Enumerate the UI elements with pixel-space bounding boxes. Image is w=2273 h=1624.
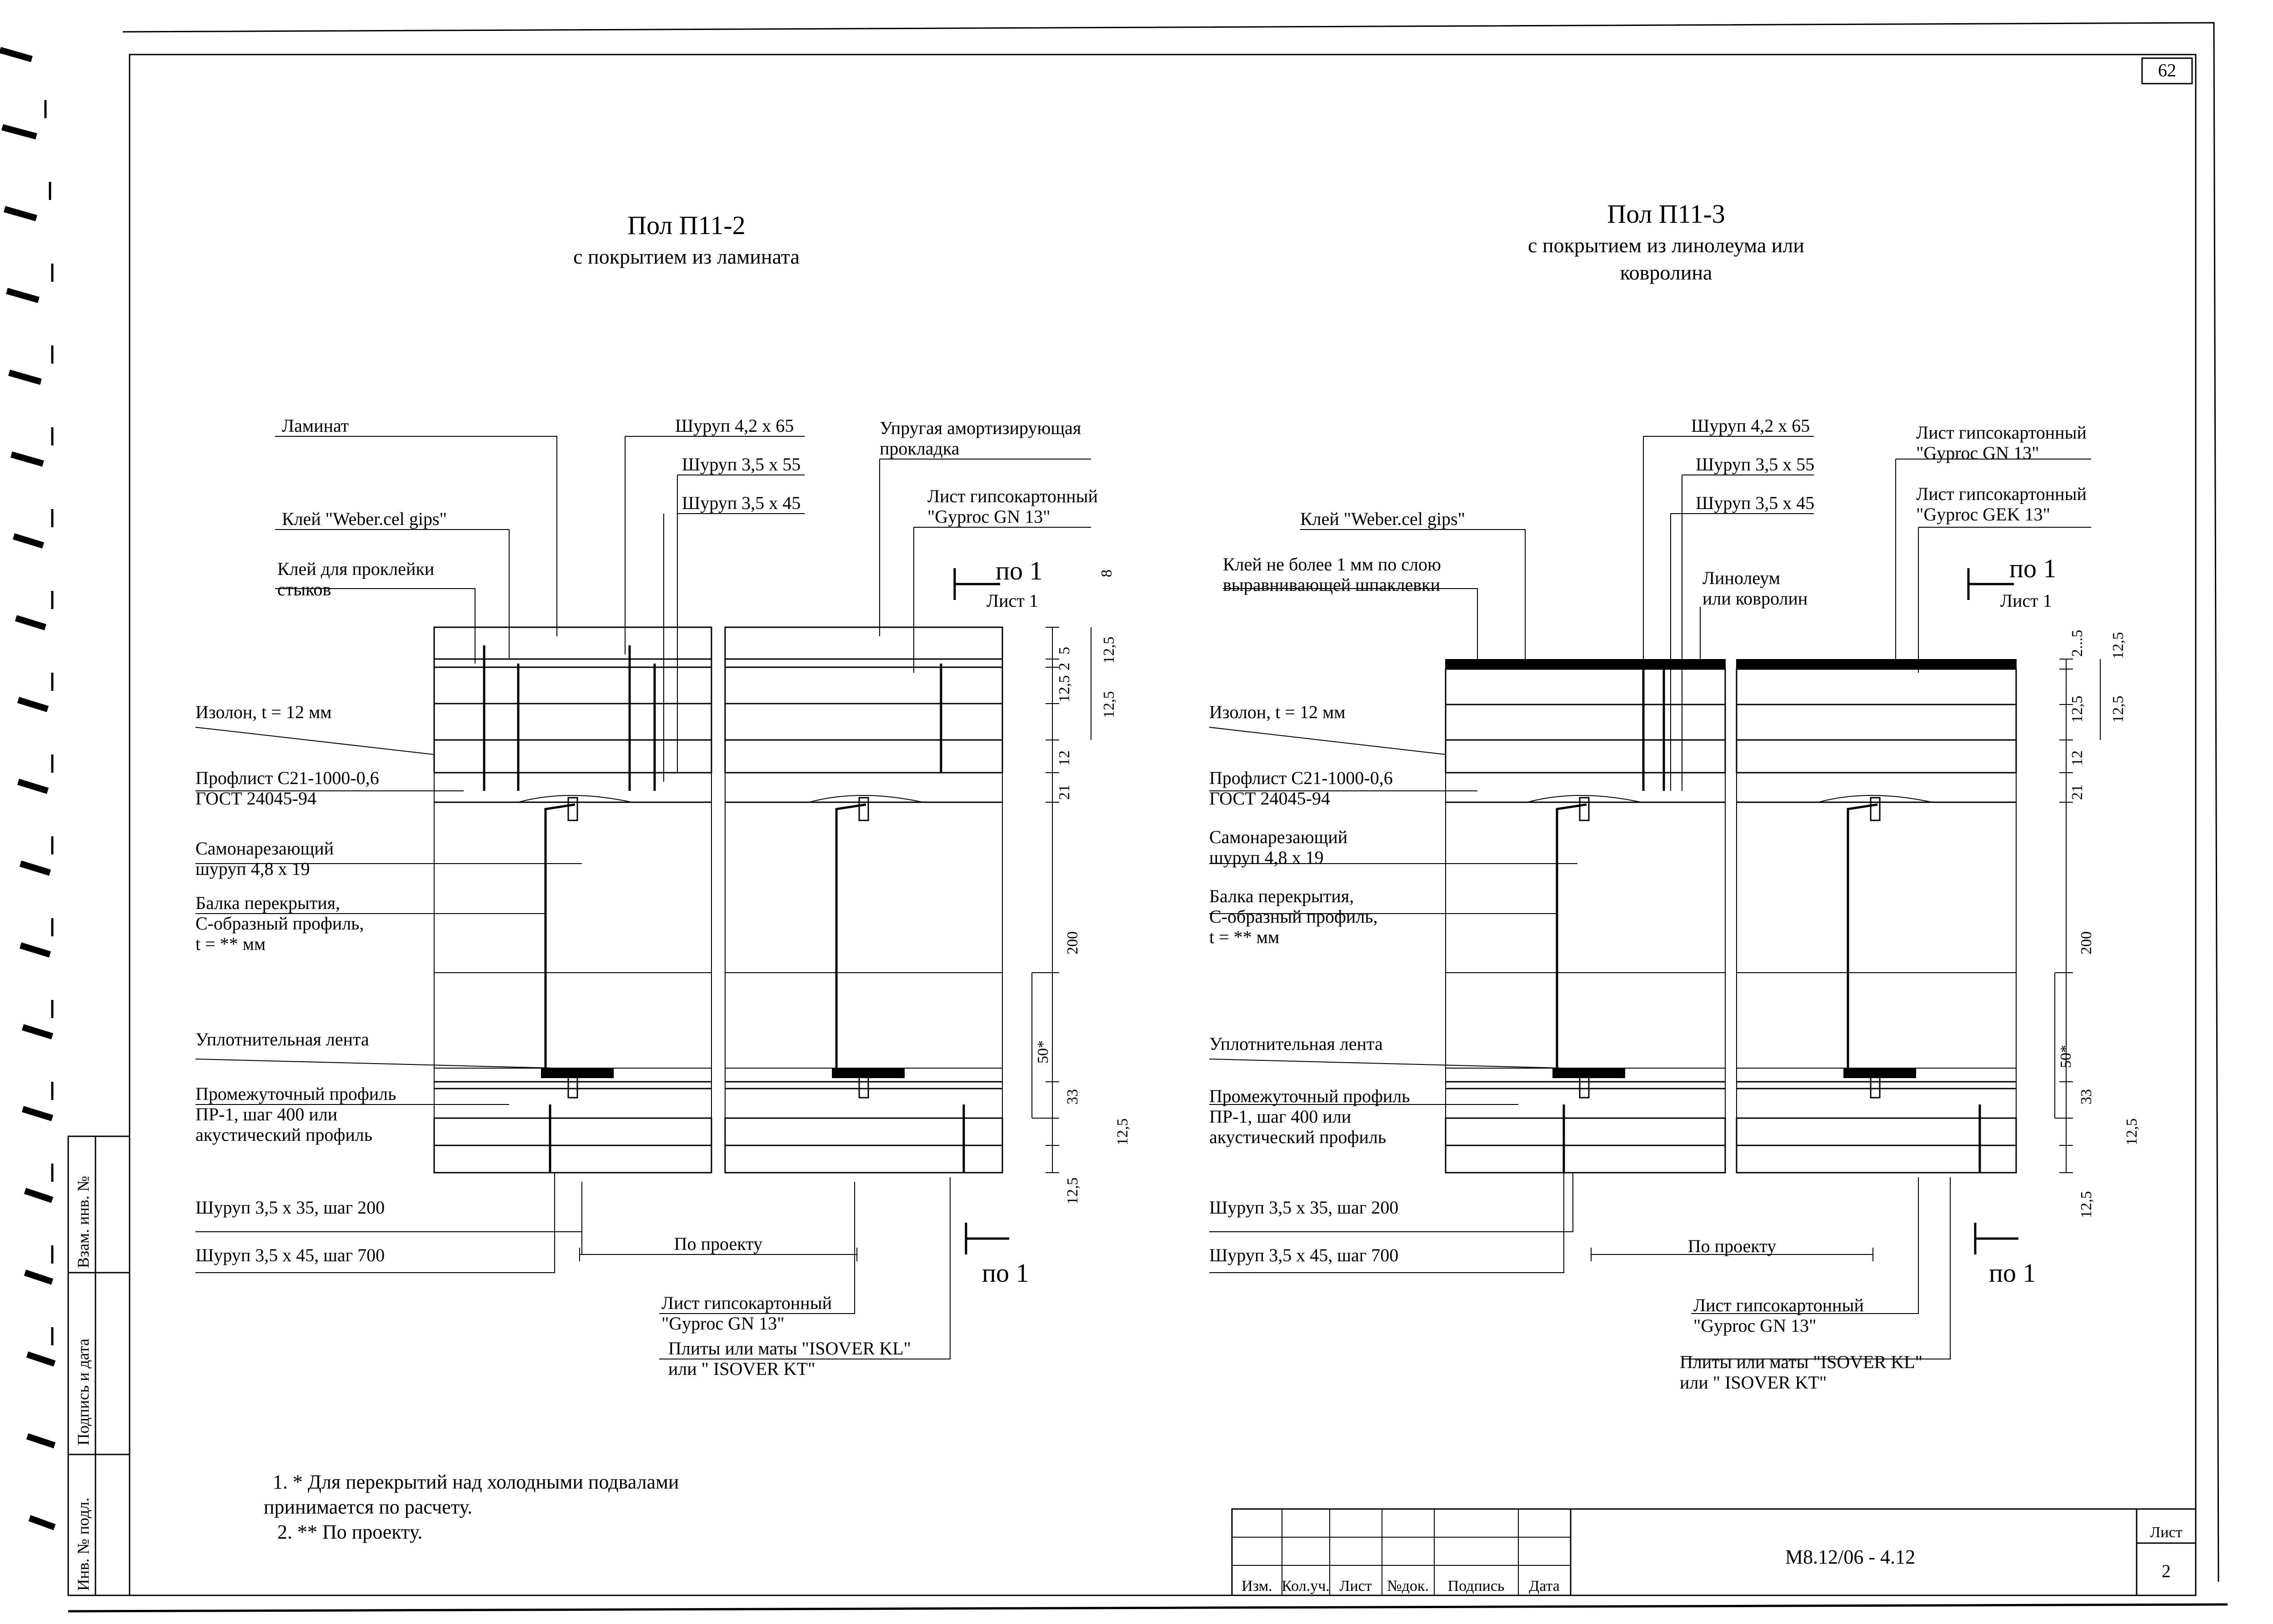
left-label-inter-1: Промежуточный профиль [195,1084,396,1104]
right-label-beam-2: С-образный профиль, [1209,906,1378,927]
sheet-frame [68,23,2228,1611]
right-dim-21: 21 [2069,785,2086,800]
stamp-izm: Изм. [1242,1578,1272,1594]
right-panel-a [1446,659,1725,1173]
right-label-gkl-bot-2: "Gyproc GN 13" [1693,1315,1817,1336]
right-label-lino-2: или ковролин [1702,588,1808,609]
right-label-gek-2: "Gyproc GEK 13" [1916,504,2050,525]
left-dim-21: 21 [1056,785,1073,800]
right-label-isover-1: Плиты или маты "ISOVER KL" [1680,1352,1923,1372]
left-label-profnastil-2: ГОСТ 24045-94 [195,788,316,809]
right-label-beam-3: t = ** мм [1209,927,1280,947]
left-label-screw-3457: Шуруп 3,5 х 45, шаг 700 [195,1245,385,1265]
left-dim-125d: 12,5 [1114,1118,1131,1145]
title-block [1232,1509,2196,1595]
stamp-ndok: №док. [1387,1578,1429,1594]
right-label-gkl-2: "Gyproc GN 13" [1916,443,2039,463]
right-dim-200: 200 [2078,931,2095,954]
left-dim-50: 50* [1035,1040,1051,1064]
left-section-top-sheet: Лист 1 [986,590,1038,611]
left-label-beam-3: t = ** мм [195,934,266,954]
right-label-gkl-1: Лист гипсокартонный [1916,422,2087,443]
right-label-inter-1: Промежуточный профиль [1209,1086,1410,1106]
left-dim-125e: 12,5 [1064,1177,1081,1204]
left-label-screw-335: Шуруп 3,5 х 35, шаг 200 [195,1197,385,1218]
right-dim-125c: 12,5 [2110,695,2127,723]
right-section-top-sheet: Лист 1 [2000,590,2052,611]
right-label-beam-1: Балка перекрытия, [1209,886,1354,906]
right-label-selftap-2: шуруп 4,8 х 19 [1209,847,1324,868]
note-1b: принимается по расчету. [264,1496,472,1518]
right-dim-33: 33 [2078,1089,2095,1104]
right-label-screw-42: Шуруп 4,2 х 65 [1691,415,1810,436]
right-dim-125e: 12,5 [2078,1191,2095,1218]
left-label-pad-2: прокладка [880,438,960,459]
stamp-sign: Подпись [1447,1578,1505,1594]
right-section-marker-bottom [1975,1223,2018,1254]
right-dim-125b: 12,5 [2069,695,2086,723]
left-label-pad-1: Упругая амортизирующая [880,418,1081,438]
left-label-screw-345: Шуруп 3,5 х 45 [682,493,801,513]
left-dim-125c: 12,5 [1101,691,1117,718]
right-label-screw-345: Шуруп 3,5 х 45 [1696,493,1815,513]
left-label-gkl-bot-2: "Gyproc GN 13" [661,1313,785,1334]
left-label-gkl-1: Лист гипсокартонный [927,486,1098,506]
right-subtitle-2: ковролина [1620,261,1712,284]
right-label-screw-3457: Шуруп 3,5 х 45, шаг 700 [1209,1245,1399,1265]
left-label-glue-joint-1: Клей для проклейки [277,559,435,579]
right-label-selftap-1: Самонарезающий [1209,827,1348,847]
right-label-gek-1: Лист гипсокартонный [1916,484,2087,504]
left-dim-5: 5 [1056,647,1073,655]
right-label-screw-355: Шуруп 3,5 х 55 [1696,454,1815,475]
right-dim-25: 2...5 [2069,630,2086,657]
right-label-inter-3: акустический профиль [1209,1127,1387,1147]
left-label-beam-1: Балка перекрытия, [195,893,340,913]
left-label-screw-355: Шуруп 3,5 х 55 [682,454,801,475]
left-dim-2: 2 [1056,663,1073,670]
right-detail [1209,199,2140,1393]
right-dimension-line [1591,659,2100,1261]
right-label-glue-weber: Клей "Weber.cel gips" [1300,509,1465,529]
right-label-izolon: Изолон, t = 12 мм [1209,702,1346,722]
left-label-screw-42: Шуруп 4,2 х 65 [675,415,794,436]
right-label-isover-2: или " ISOVER KT" [1680,1372,1827,1393]
left-section-top: по 1 [996,556,1043,585]
left-subtitle: с покрытием из ламината [573,245,800,268]
note-1a: 1. * Для перекрытий над холодными подвалами [273,1471,679,1493]
left-panel-b [725,627,1002,1173]
left-title: Пол П11-2 [627,210,746,240]
sheet-number: 2 [2162,1561,2171,1581]
right-title: Пол П11-3 [1607,199,1725,229]
side-label-swap: Взам. инв. № [74,1176,92,1268]
right-section-top: по 1 [2009,554,2057,583]
left-label-beam-2: С-образный профиль, [195,913,364,934]
left-dim-33: 33 [1064,1089,1081,1104]
right-dim-125a: 12,5 [2110,632,2127,659]
left-label-gkl-2: "Gyproc GN 13" [927,506,1051,527]
left-label-by-project: По проекту [674,1234,763,1254]
side-label-inv: Инв. № подл. [74,1497,92,1591]
right-label-by-project: По проекту [1687,1236,1777,1256]
right-section-bottom: по 1 [1989,1258,2036,1288]
left-dim-8: 8 [1098,570,1115,577]
side-label-sign: Подпись и дата [74,1339,92,1445]
stamp-kol: Кол.уч. [1282,1578,1330,1594]
left-dim-125a: 12,5 [1101,636,1117,664]
left-label-laminate: Ламинат [282,415,349,436]
left-label-inter-3: акустический профиль [195,1124,373,1145]
binding-marks [0,50,55,1527]
note-2: 2. ** По проекту. [277,1521,423,1543]
left-dim-200: 200 [1064,931,1081,954]
left-dim-12: 12 [1056,750,1073,766]
right-dim-125d: 12,5 [2123,1118,2140,1145]
left-panel-a [434,627,711,1173]
left-label-isover-2: или " ISOVER KT" [668,1359,816,1379]
right-label-glue-thin-1: Клей не более 1 мм по слою [1223,554,1441,575]
right-label-screw-335: Шуруп 3,5 х 35, шаг 200 [1209,1197,1399,1218]
left-label-glue-joint-2: стыков [277,579,331,600]
right-label-glue-thin-2: выравнивающей шпаклевки [1223,575,1441,595]
sheet-number-top: 62 [2158,60,2176,80]
stamp-date: Дата [1529,1578,1560,1594]
left-section-marker-bottom [966,1223,1009,1254]
right-subtitle-1: с покрытием из линолеума или [1528,234,1804,257]
left-section-bottom: по 1 [982,1258,1029,1288]
right-label-profnastil-2: ГОСТ 24045-94 [1209,788,1330,809]
left-detail [195,210,1131,1379]
right-dim-12: 12 [2069,750,2086,766]
right-label-seal: Уплотнительная лента [1209,1034,1383,1054]
left-label-gkl-bot-1: Лист гипсокартонный [661,1293,832,1313]
left-label-seal: Уплотнительная лента [195,1029,369,1049]
left-label-selftap-2: шуруп 4,8 х 19 [195,859,310,879]
right-label-lino-1: Линолеум [1702,568,1780,588]
left-label-isover-1: Плиты или маты "ISOVER KL" [668,1338,911,1359]
left-dim-125b: 12,5 [1056,675,1073,702]
sheet-label: Лист [2150,1524,2183,1541]
left-label-izolon: Изолон, t = 12 мм [195,702,332,722]
stamp-list: Лист [1339,1578,1372,1594]
left-label-glue-weber: Клей "Weber.cel gips" [282,509,447,529]
right-dim-50: 50* [2058,1045,2074,1068]
right-label-inter-2: ПР-1, шаг 400 или [1209,1106,1352,1127]
right-label-profnastil-1: Профлист С21-1000-0,6 [1209,768,1393,788]
left-label-selftap-1: Самонарезающий [195,838,334,859]
right-label-gkl-bot-1: Лист гипсокартонный [1693,1295,1864,1315]
left-label-profnastil-1: Профлист С21-1000-0,6 [195,768,379,788]
right-panel-b [1737,659,2016,1173]
left-label-inter-2: ПР-1, шаг 400 или [195,1104,338,1124]
sheet-code: М8.12/06 - 4.12 [1785,1546,1915,1568]
